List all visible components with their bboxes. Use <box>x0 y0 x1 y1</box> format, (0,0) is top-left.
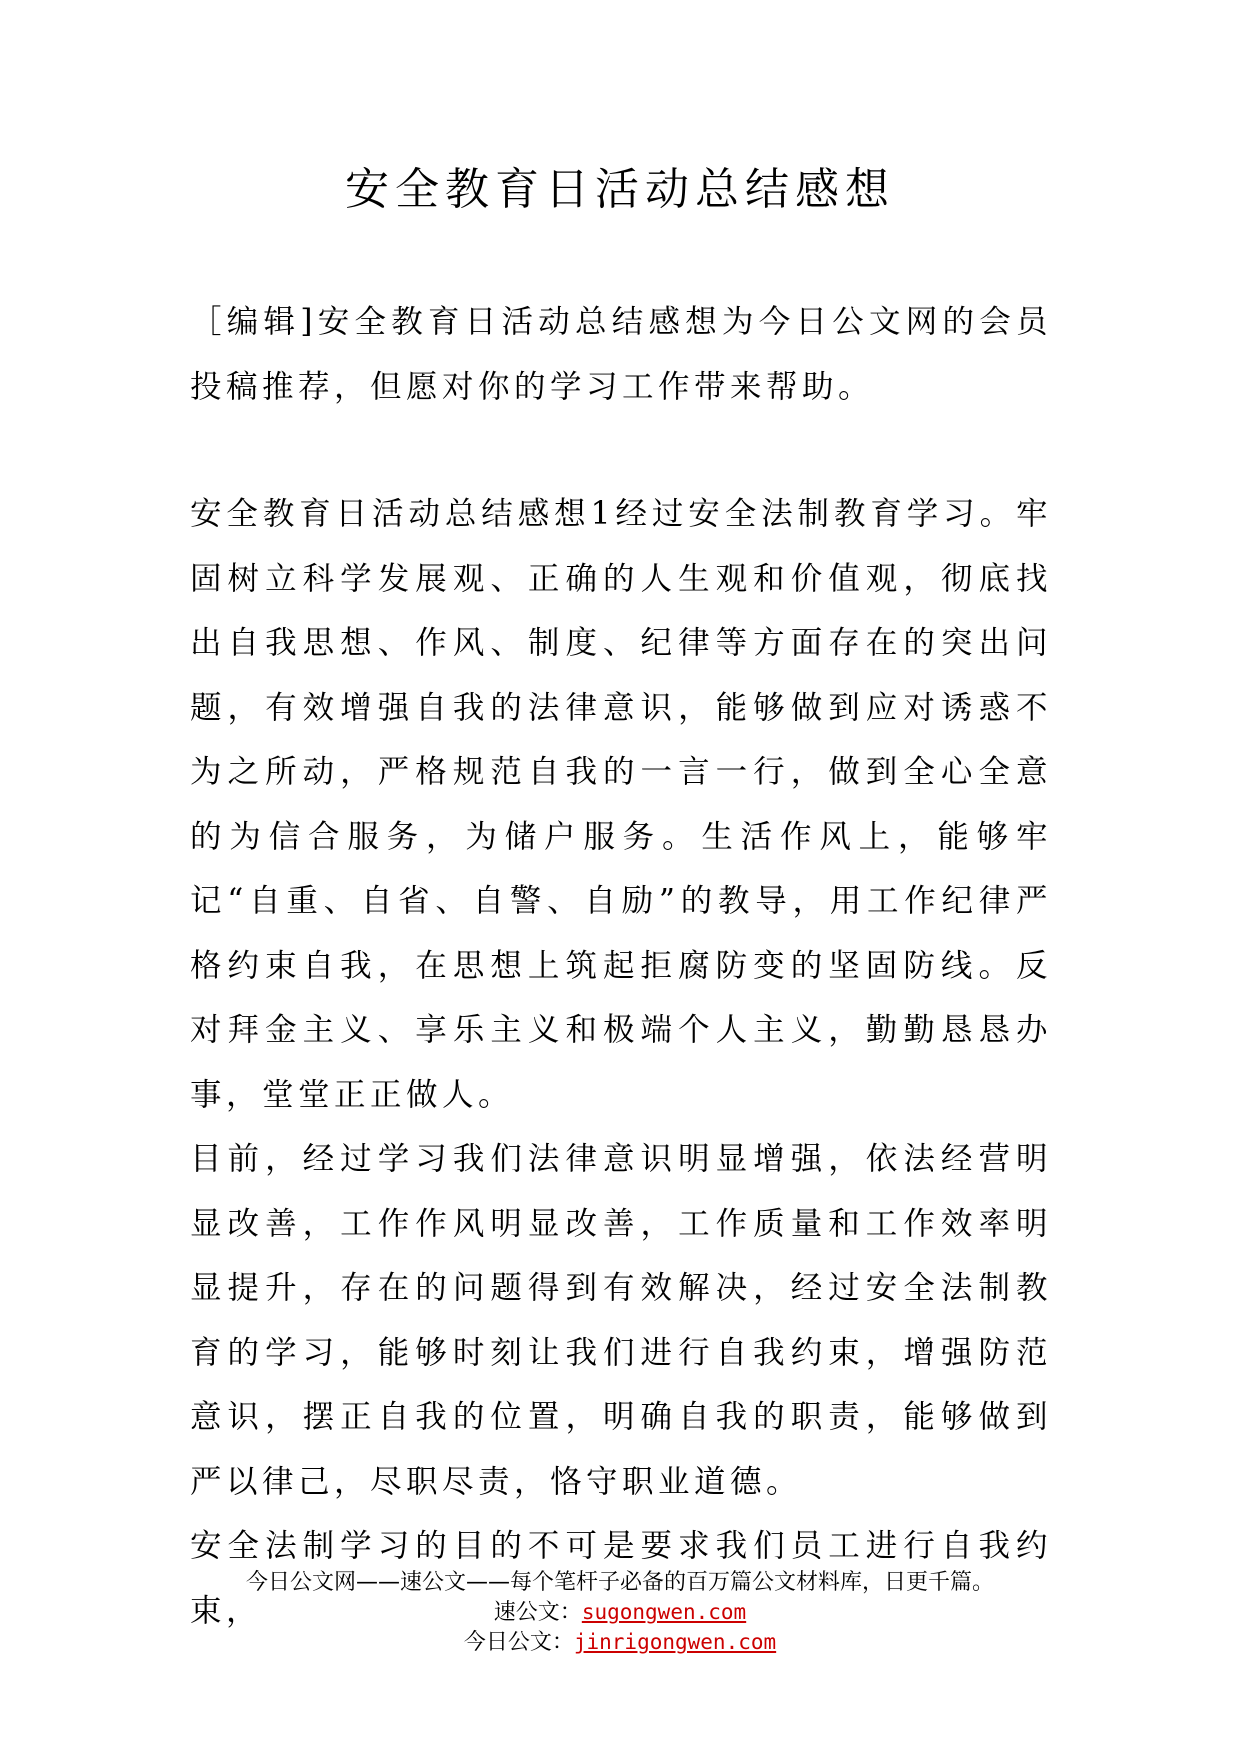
document-body <box>190 482 1052 1643</box>
jinrigongwen-link[interactable]: jinrigongwen.com <box>573 1630 777 1654</box>
sugongwen-link[interactable]: sugongwen.com <box>581 1600 747 1624</box>
intro-paragraph <box>190 290 1052 419</box>
footer-sugongwen <box>0 1597 1240 1628</box>
footer-slogan: 今日公文网——速公文——每个笔杆子必备的百万篇公文材料库，日更千篇。 <box>245 1570 994 1595</box>
body-paragraph-1: 安全教育日活动总结感想1经过安全法制教育学习。牢固树立科学发展观、正确的人生观和价值观，彻底找出自我思想、作风、制度、纪律等方面存在的突出问题，有效增强自我的法律意识，能够做到应对诱惑不为之所动，严格规范自我的一言一行，做到全心全意的为信合服务，为储户服务。生活作风上，能够牢记“自重、自省、自警、自励”的教导，用工作纪律严格约束自我，在思想上筑起拒腐防变的坚固防线。反对拜金主义、享乐主义和极端个人主义，勤勤恳恳办事，堂堂正正做人。 <box>190 496 1052 1113</box>
body-paragraph-2: 目前，经过学习我们法律意识明显增强，依法经营明显改善，工作作风明显改善，工作质量和工作效率明显提升，存在的问题得到有效解决，经过安全法制教育的学习，能够时刻让我们进行自我约束，增强防范意识，摆正自我的位置，明确自我的职责，能够做到严以律己，尽职尽责，恪守职业道德。 <box>190 1141 1052 1500</box>
sugongwen-label: 速公文： <box>493 1600 582 1625</box>
body-paragraph-3: 安全法制学习的目的不可是要求我们员工进行自我约束， <box>190 1528 1052 1629</box>
intro-text: ［编辑]安全教育日活动总结感想为今日公文网的会员投稿推荐，但愿对你的学习工作带来帮助。 <box>190 304 1052 405</box>
footer-jinrigongwen <box>0 1627 1240 1658</box>
jinri-label: 今日公文： <box>463 1630 574 1655</box>
document-title: 安全教育日活动总结感想 <box>345 164 895 215</box>
